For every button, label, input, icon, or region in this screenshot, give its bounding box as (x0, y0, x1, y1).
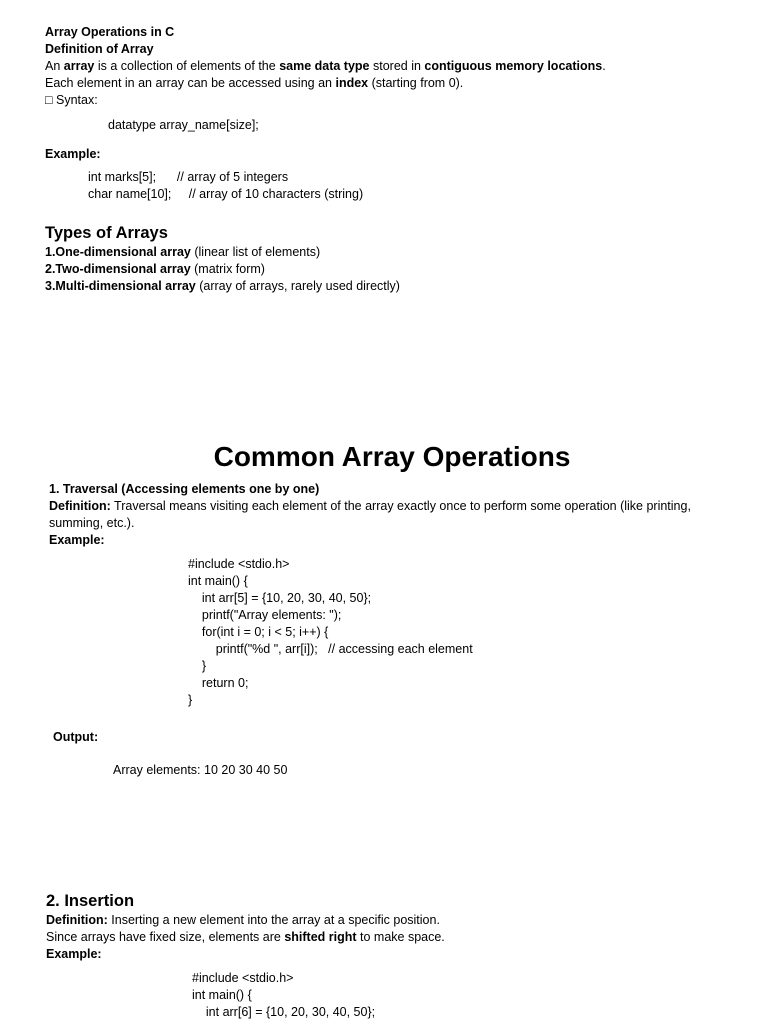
insertion-code-line: #include <stdio.h> (192, 971, 294, 985)
insertion-line-2: Since arrays have fixed size, elements are shifted right to make space. (46, 930, 445, 944)
traversal-code-line: return 0; (188, 676, 249, 690)
insertion-code-line: int arr[6] = {10, 20, 30, 40, 50}; (192, 1005, 376, 1019)
traversal-code-line: printf("%d ", arr[i]); // accessing each element (188, 642, 473, 656)
common-operations-heading: Common Array Operations (213, 441, 571, 472)
traversal-code-line: for(int i = 0; i < 5; i++) { (188, 625, 329, 639)
insertion-code-line: int main() { (192, 988, 252, 1002)
example-code-line: char name[10]; // array of 10 characters (string) (88, 187, 364, 201)
type-item: 1.One-dimensional array (linear list of elements) (45, 245, 321, 259)
syntax-label: □ Syntax: (45, 93, 98, 107)
traversal-code-line: } (188, 693, 193, 707)
output-label: Output: (53, 730, 99, 744)
types-heading: Types of Arrays (45, 224, 168, 242)
syntax-code: datatype array_name[size]; (108, 118, 259, 132)
insertion-definition: Definition: Inserting a new element into the array at a specific position. (46, 913, 440, 927)
traversal-code-line: printf("Array elements: "); (188, 608, 342, 622)
output-text: Array elements: 10 20 30 40 50 (113, 763, 288, 777)
doc-title: Array Operations in C (45, 25, 175, 39)
definition-heading: Definition of Array (45, 42, 154, 56)
example-code-line: int marks[5]; // array of 5 integers (88, 170, 289, 184)
example-label: Example: (45, 147, 101, 161)
traversal-code-line: } (188, 659, 207, 673)
traversal-code-line: int arr[5] = {10, 20, 30, 40, 50}; (188, 591, 372, 605)
insertion-example-label: Example: (46, 947, 102, 961)
traversal-heading: 1. Traversal (Accessing elements one by one) (49, 482, 320, 496)
type-item: 2.Two-dimensional array (matrix form) (45, 262, 265, 276)
definition-line-1: An array is a collection of elements of the same data type stored in contiguous memory locations. (45, 59, 606, 73)
definition-line-2: Each element in an array can be accessed using an index (starting from 0). (45, 76, 464, 90)
traversal-example-label: Example: (49, 533, 105, 547)
traversal-definition: Definition: Traversal means visiting each element of the array exactly once to perform some operation (like printing, summing, etc.). (49, 499, 691, 530)
type-item: 3.Multi-dimensional array (array of arrays, rarely used directly) (45, 279, 400, 293)
traversal-code-line: #include <stdio.h> (188, 557, 290, 571)
insertion-heading: 2. Insertion (46, 892, 135, 910)
traversal-code-line: int main() { (188, 574, 248, 588)
